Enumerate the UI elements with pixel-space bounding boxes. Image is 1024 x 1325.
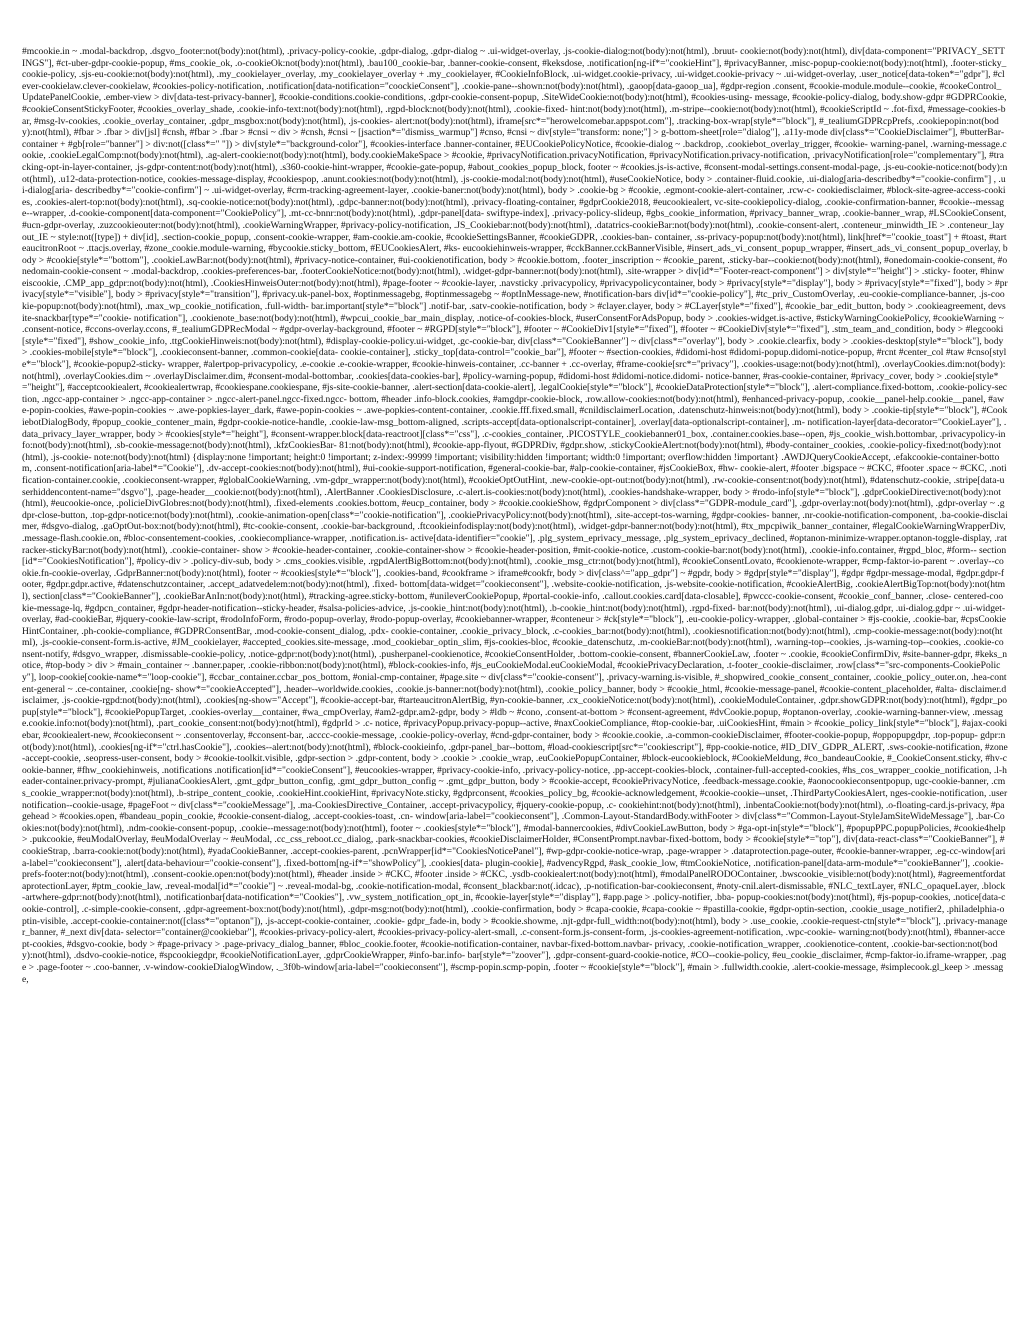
css-selector-text: #mcookie.in ~ .modal-backdrop, .dsgvo_footer:not(body):not(html), .privacy-policy-cookie, .gdpr-dialog, .gdpr-dialog ~ .ui-widget-overlay, .js-cookie-dialog:not(body):not(html), .bruut- cookie:not(body):not(html), div[data-component="PRIVACY_SETTINGS"], #ct-uber-gdpr-cookie-popup, #ms_cookie_ok, .o-cookieOk:not(body):not(html), .bau100_cookie-bar, .banner-cookie-consent, #keksdose, .notification[ng-if*="cookieHint"], #privacyBanner, .misc-popup-cookie:not(body):not(html), .footer-sticky_cookie-policy, .sjs-eu-cookie:not(body):not(html), .my_cookielayer_overlay, .my_cookielayer_overlay + .my_cookielayer, #CookieInfoBlock, .ui-widget.cookie-privacy, .ui-widget.cookie-privacy ~ .ui-widget-overlay, .user_notice[data-token*="gdpr"], #clever-cookielaw.clever-cookielaw, #cookies-policy-notification, .notification[data-notification="coockieConsent"], .cookie-pane--shown:not(body):not(html), .gaoop[data-gaoop_ua], #gdpr-region .consent, #cookie-module.module--cookie, #cookeControl_UpdatePanelCookie, .ember-view > div[data-test-privacy-banner], #cookie-conditions.cookie-conditions, .gdpr-cookie-consent-popup, .SiteWideCookie:not(body):not(html), #cookies-using- message, #cookie-policy-dialog, body.show-gdpr #GDPRCookie, #cookieConsentStickyFooter, #cookies_overlay_shade, .cookie-info-text:not(body):not(html), .rgpd-block:not(body):not(html), .cookie-fixed- hint:not(body):not(html), .m-stripe--cookie:not(body):not(html), #cookieScriptId ~ .fot-fixd, #message-cookies-bar, #msg-lv-cookies, .cookie_overlay_container, .gdpr_msgbox:not(body):not(html), .js-cookies- alert:not(body):not(html), iframe[src*="herowelcomebar.appspot.com"], .tracking-box-wrap[style*="block"], #_tealiumGDPRcpPrefs, .cookiepopin:not(body):not(html), #fbar > .fbar > div[jsl] #cnsh, #fbar > .fbar > #cnsi ~ div > #cnsh, #cnsi ~ [jsaction*="dismiss_warmup"] #cnso, #cnsi ~ div[style="transform: none;"] > g-bottom-sheet[role="dialog"], .a11y-mode div[class*="CookieDisclaimer"], #butterBar-container + #gb[role="banner"] > div:not([class*=" "]) > div[style*="background-color"], #cookies-interface .banner-container, #EUCookiePolicyNotice, #cookie-dialog ~ .backdrop, .cookiebot_overlay_trigger, #cookie- warning-panel, .warning-message.cookie, .cookieLegalComp:not(body):not(html), .ag-alert-cookie:not(body):not(html), body.cookieMakeSpace > #cookie, #privacyNotification.privacyNotification, #privacyNotification.privacy-notification, .privacyNotification[role="complementary"], #tracking-opt-in-layer-container, .js-gdpr-content:not(body):not(html), .s360-cookie-hint-wrapper, #cookie-gate-popup, #about_cookies_popup_block, footer ~ #cookies.js-is-active, #consent-modal-settings.consent-modal-page, .js-eu-cookie-notice:not(body):not(html), .u12-data-protection-notice, cookies-message-display, #cookiespop, .anunt.cookies:not(body):not(html), .js-cookie-modal:not(body):not(html), #useCookieNotice, body > .container-fluid.cookie, .ui-dialog[aria-describedby*="cookie-confirm"] , .ui-dialog[aria- describedby*="cookie-confirm"] ~ .ui-widget-overlay, #crm-tracking-agreement-layer, .cookie-baner:not(body):not(html), body > .cookie-bg > #cookie, .egmont-cookie-alert-container, .rcw-c- cookiedisclaimer, #block-site-agree-access-cookies, .cookies-alert-top:not(body):not(html), .sq-cookie-notice:not(body):not(html), .gdpc-banner:not(body):not(html), .privacy-floating-container, #gdprCookie2018, #eucookiealert, vc-site-cookiepolicy-dialog, .cookie-confirmation-banner, #cookie--message--wrapper, .d-cookie-component[data-component="CookiePolicy"], .mt-cc-bnnr:not(body):not(html), .gdpr-panel[data- swiftype-index], .privacy-policy-slideup, #gbs_cookie_information, #privacy_banner_wrap, .cookie-banner_wrap, #LSCookieConsent, #ucn-gdpr-overlay, .zuzcookieouter:not(body):not(html), .cookieWarningWrapper, #privacy-policy-notification, .JS_Cookiebar:not(body):not(html), .datatrics-cookieBar:not(body):not(html), .cookie-consent-alert, .conteneur_minwidth_IE > .conteneur_layout_IE ~ style:not([type]) + div[id], .section-cookie_popup, .consent-cookie-wrapper, #am-cookie.am-cookie, #cookieSettingsBanner, #cookieGDPR, .cookies-ban- container, .ss-privacy-popup:not(body):not(html), link[href*="cookie_toast"] + #toast, #tarteaucitronRoot ~ .ttacjs.overlay, #zone_cookie.module-warning, #bycookie.sticky_bottom, #EUCookiesAlert, #ks- eucookiehinweis-wrapper, #cckBanner.cckBannerVisible, #insert_ads_vi_consent_popup_wrapper, #insert_ads_vi_consent_popup_overlay, body > #cookie[style*="bottom"], .cookieLawBar:not(body):not(html), #privacy-notice-container, #ui-cookienotification, body > #cookie.bottom, .footer_inscription ~ #cookie_parent, .sticky-bar--cookie:not(body):not(html), #onedomain-cookie-consent, #onedomain-cookie-consent ~ .modal-backdrop, .cookies-preferences-bar, .footerCookieNotice:not(body):not(html), .widget-gdpr-banner:not(body):not(html), .site-wrapper > div[id*="Footer-react-component"] > div[style*="height"] > .sticky- footer, #hinweiscookie, .CMP_app_gdpr:not(body):not(html), .CookiesHinweisOuter:not(body):not(html), #page-footer ~ #cookie-layer, .navsticky .privacypolicy, #privacypolicycontainer, body > #privacy[style*="display"], body > #privacy[style*="fixed"], body > #privacy[style*="visible"], body > #privacy[style*="transition"], #privacy.uk-panel-box, #optinmessagebg, #optinmessagebg ~ #optInMessage-new, #notification-bars div[id*="cookie-policy"], #tc_priv_CustomOverlay, .eu-cookie-compliance-banner, .js-cookie-popup:not(body):not(html), .max_wp_cookie_notification, .full-width- bar.important[style*="block"] .notif-bar, .satv-cookie-notification, body > #clayer.clayer, body > #CLayer[style*="fixed"], #cookie_bar_edit_button, body > .cookieagreement, devsite-snackbar[type*="cookie- notification"], .cookienote_base:not(body):not(html), #wpcui_cookie_bar_main_display, .notice-of-cookies-block, #userConsentForAdsPopup, body > .cookies-widget.is-active, #stickyWarningCookiePolicy, #cookieWarning ~ .consent-notice, #ccons-overlay.ccons, #_tealiumGDPRecModal ~ #gdpr-overlay-background, #footer ~ #RGPD[style*="block"], #footer ~ #CookieDiv1[style*="fixed"], #footer ~ #CookieDiv[style*="fixed"], .stm_team_and_condition, body > #legcooki[style*="fixed"], #show_cookie_info, .ttgCookieHinweis:not(body):not(html), #display-cookie-policy.ui-widget, .gc-cookie-bar, div[class*="CookieBanner"] ~ div[class*="overlay"], body > .cookie.clearfix, body > .cookies-desktop[style*="block"], body > .cookies-mobile[style*="block"], .cookieconsent-banner, .common-cookie[data- cookie-container], .sticky_top[data-control="cookie_bar"], #footer ~ #section-cookies, #didomi-host #didomi-popup.didomi-notice-popup, #rcnt #center_col #taw #cnso[style*="block"], #cookie-popup2-sticky- wrapper, #alertpop-privacypolicy, .e-cookie .e-cookie-wrapper, #cookie-hinweis-container, .cc-banner + .cc-overlay, #frame-cookie[src*="privacy"], .cookies-usage:not(body):not(html), .overlayCookies.dim:not(body):not(html), .overlayCookies.dim ~ .overlayDisclaimer.dim, #consent-modal-bottombar, .cookies[data-cookies-bar], #policy-warning-popup, #didomi-host #didomi-notice.didomi- notice-banner, #ras-cookie-container, #privacy_cover, body > .cookie[style*="height"], #acceptcookiealert, #cookiealertwrap, #cookiespane.cookiespane, #js-site-cookie-banner, .alert-section[data-cookie-alert], .legalCookie[style*="block"], #cookieDataProtection[style*="block"], .alert-compliance.fixed-bottom, .cookie-policy-section, .ngcc-app-container > .ngcc-app-container > .ngcc-alert-panel.ngcc-fixed.ngcc- bottom, #header .info-block.cookies, #amgdpr-cookie-block, .row.allow-cookies:not(body):not(html), #enhanced-privacy-popup, .cookie__panel-help.cookie__panel, #awe-popin-cookies, #awe-popin-cookies ~ .awe-popkies-layer_dark, #awe-popin-cookies ~ .awe-popkies-content-container, .cookie.fff.fixed.small, #cnildisclaimerLocation, .datenschutz-hinweis:not(body):not(html), body > .cookie-tip[style*="block"], #CookiebotDialogBody, #popup_cookie_contener_main, #gdpr-cookie-notice-handle, .cookie-law-msg_bottom-aligned, .scripts-accept[data-optionalscript-container], .overlay[data-optionalscript-container], .m- notification-layer[data-decorator="CookieLayer"], .data_privacy_layer_wrapper, body > #cookies[style*="height"], #consent-wrapper.block[data-reactroot][class*="css"], .c-cookies_container, .PICOSTYLE_cookiebanner01_box, .container.cookies.base--open, #js_cookie_wish.bottombar, .privacypolicy-info:not(body):not(html), .sb-cookie-message:not(body):not(html), .kfzCookiesBar- 81:not(body):not(html), #cookie-app-flyout, #GDPRDiv, #gdpr.show, .stickyCookieAlert:not(body):not(html), #body-container_cookies, .cookie-policy-fixed:not(body):not(html), .js-cookie- note:not(body):not(html) {display:none !important; height:0 !important; z-index:-99999 !important; visibility:hidden !important; width:0 !important; overflow:hidden !important} .AWDJQueryCookieAccept, .efakcookie-container-bottom, .consent-notification[aria-label*="Cookie"], .dv-accept-cookies:not(body):not(html), #ui-cookie-support-notification, #general-cookie-bar, #alp-cookie-container, #jsCookieBox, #hw- cookie-alert, #footer .bigspace ~ #CKC, #footer .space ~ #CKC, .notification-container.cookie, .cookieconsent-wrapper, #globalCookieWarning, .vm-gdpr_wrapper:not(body):not(html), #cookieOptOutHint, .new-cookie-opt-out:not(body):not(html), .rw-cookie-consent:not(body):not(html), #datenschutz-cookie, .stripe[data-userhiddencontent-name="dsgvo"], .page-header__cookie:not(body):not(html), .AlertBanner .CookiesDisclosure, .c-alert.is-cookies:not(body):not(html), .cookies-handshake-wrapper, body > #rodo-info[style*="block"], .gdprCookieDirective:not(body):not(html), #eucookie-once, .policieDivGlobres:not(body):not(html), .fixed-elements .cookies.bottom, #eucp_container, body > #cookie.cookieShow, #gdprComponent > div[class*="GDPR-module_card"], .gdpr-overlay:not(body):not(html), .gdpr-overlay ~ .gdpr-close-button, .top-gdpr-notice:not(body):not(html), .cookie-animation-open[class*="cookie-notification"], .cookiePrivacyPolicy:not(body):not(html), .site-accept-tos-warning, #gdpr-cookies- banner, .nr-cookie-notification-component, .ba-cookie-disclaimer, #dsgvo-dialog, .gaOptOut-box:not(body):not(html), #tc-cookie-consent, .cookie-bar-background, .ftcookieinfodisplay:not(body):not(html), .widget-gdpr-banner:not(body):not(html), #tx_mpcpiwik_banner_container, #legalCookieWarningWrapperDiv, .message-flash.cookie.on, #bloc-consentement-cookies, .cookiecompliance-wrapper, .notification.is- active[data-identifier="cookie"], .plg_system_eprivacy_message, .plg_system_eprivacy_declined, #optanon-minimize-wrapper.optanon-toggle-display, .ratracker-stickyBar:not(body):not(html), .cookie-container- show > #cookie-header-container, .cookie-container-show > #cookie-header-position, #mit-cookie-notice, .custom-cookie-bar:not(body):not(html), .cookie-info.container, #rgpd_bloc, #form-- section[id*="CookiesNotification"], #policy-div > .policy-div-sub, body > .cms_cookies.visible, .rgpdAlertBigBottom:not(body):not(html), .cookie_msg_ctr:not(body):not(html), #cookieConsentLovato, #cookienote-wrapper, #cmp-faktor-io-parent ~ .overlay--cookie.fn-cookie-overlay, .GdprBanner:not(body):not(html), footer ~ #cookies[style*="block"], .cookies-band, #cookframe > iframe#cookfr, body > div[class^="app_gdpr"] ~ #gpdr, body > #gdpr[style*="display"], #gdpr #gdpr-message-modal, #gdpr.gdpr-footer, #gdpr.gdpr.active, #datenschutzcontainer, .accept_adatvedelem:not(body):not(html), .fixed- bottom[data-widget="cookieconsent"], .website-cookie-notification, .js-website-cookie-notification, #cookieAlertBig, .cookieAlertBigTop:not(body):not(html), section[class*="CookieBanner"], .cookieBarAnIn:not(body):not(html), #tracking-agree.sticky-bottom, #unileverCookiePopup, #portal-cookie-info, .callout.cookies.card[data-closable], #pwccc-cookie-consent, #cookie_conf_banner, .close- centered-cookie-message-lq, #gdpcn_container, #gdpr-header-notification--sticky-header, #salsa-policies-advice, .js-cookie_hint:not(body):not(html), .b-cookie_hint:not(body):not(html), .rgpd-fixed- bar:not(body):not(html), .ui-dialog.gdpr, .ui-dialog.gdpr ~ .ui-widget-overlay, #ad-cookieBar, #jquery-cookie-law-script, #rodoInfoForm, #rodo-popup-overlay, #rodo-popup-overlay, #cookiebanner-wrapper, #conteneur > #ck[style*="block"], .eu-cookie-policy-wrapper, .global-container > #js-cookie, .cookie-bar, #cpsCookieHintContainer, .ph-cookie-compliance, #GDPRConsentBar, .mod-cookie-consent_dialog, .pdx- cookie-container, .cookie_privacy_block, .c-cookies_bar:not(body):not(html), .cookiesnotification:not(body):not(html), .cmp-cookie-message:not(body):not(html), .js-cookie-consent-form.is-active, #JM_cookielayer, #accepted_cookies.site-message, .mod_cookiebar_optin_slim, #js-cookies-bloc, #cookie_datenschutz, .m-cookieBar:not(body):not(html), .warning-top--cookies, .js-warning-top--cookies, .cookie-consent-notify, #dsgvo_wrapper, .dismissable-cookie-policy, .notice-gdpr:not(body):not(html), .pusherpanel-cookienotice, #cookieConsentHolder, .bottom-cookie-consent, #bannerCookieLaw, .footer ~ .cookie, #cookieConfirmDiv, #site-banner-gdpr, #keks_notice, #top-body > div > #main_container ~ .banner.paper, .cookie-ribbon:not(body):not(html), #block-cookies-info, #js_euCookieModal.euCookieModal, #cookiePrivacyDeclaration, .t-footer_cookie-disclaimer, .row[class*="src-components-CookiePolicy"], loop-cookie[cookie-name*="loop-cookie"], #ccbar_container.ccbar_pos_bottom, #onial-cmp-container, #page.site ~ div[class*="cookie-consent"], .privacy-warning.is-visible, #_shopwired_cookie_consent_container, .cookie_policy_outer.on, .hea-content-general ~ .ce-container, .cookie[ng- show*="cookieAccepted"], .header--worldwide.cookies, .cookie.js-banner:not(body):not(html), .cookie_policy_banner, body > #cookie_html, #cookie-message-panel, #cookie-content_placeholder, #alta- disclaimer.disclaimer, .js-cookie-rgpd:not(body):not(html), .cookies[ng-show="Accept"], #cookie-accept-bar, #tarteaucitronAlertBig, #yn-cookie-banner, .cx_cookieNotice:not(body):not(html), .cookieModuleContainer, .gdpr.showGDPR:not(body):not(html), #gdpr_popup[style*="block"], #cookiePopupTarget, .cookies-overlay__container, #wa_cmpOverlay, #am2-gdpr.am2-gdpr, body > #ldb ~ #cono, .consent-at-bottom > #consent-agreement, #dvCookie.popup, #optanon-overlay, .cookie-warning-banner-view, .message.cookie.info:not(body):not(html), .part_cookie_consent:not(body):not(html), #gdprId > .c- notice, #privacyPopup.privacy-popup--active, #naxCookieCompliance, #top-cookie-bar, .uiCookiesHint, #main > #cookie_policy_link[style*="block"], #ajax-cookiebar, #cookiealert-new, #cookieconsent ~ .consentoverlay, #cconsent-bar, .acccc-cookie-message, .cookie-policy-overlay, #cnd-gdpr-container, body > #cookie.cookie, .a-common-cookieDisclaimer, #footer-cookie-popup, #oppopupgdpr, .top-popup- gdpr:not(body):not(html), .cookies[ng-if*="ctrl.hasCookie"], .cookies--alert:not(body):not(html), #block-cookieinfo, .gdpr-panel_bar--bottom, #load-cookiescript[src*="cookiescript"], #pp-cookie-notice, #ID_DIV_GDPR_ALERT, .sws-cookie-notification, #zone-accept-cookie, .seopress-user-consent, body > #cookie-toolkit.visible, .gdpr-section > .gdpr-content, body > .cookie > .cookie_wrap, .euCookiePopupContainer, #block-eucookieblock, #CookieMeldung, #co_bandeauCookie, #_CookieConsent.sticky, #hv-cookie-banner, #fhw_cookiehinweis, .notifications .notification[id*="cookieConsent"], #eucookies-wrapper, #privacy-cookie-info, .privacy-policy-notice, .pp-accept-cookies-block, .container-full-accepted-cookies, #hs_cos_wrapper_cookie_notification, .l-header-container.privacy-prompt, #julianaCookiesAlert, .gmt_gdpr_button_config, .gmt_gdpr_button_config ~ .gmt_gdpr_button, body > #cookie-accept, #cookiePrivacyNotice, .feedback-message.cookie, #aonocookieconsentpopup, ugc-cookie-banner, .cms_cookie_wrapper:not(body):not(html), .b-stripe_content_cookie, .cookieHint.cookieHint, #privacyNote.sticky, #gdprconsent, #cookies_policy_bg, #cookie-acknowledgement, #cookie-cookie--unset, .ThirdPartyCookiesAlert, nges-cookie-notification, .usernotification--cookie-usage, #pageFoot ~ div[class*="cookieMessage"], .ma-CookiesDirective_Container, .accept-privacypolicy, #jquery-cookie-popup, .c- cookiehint:not(body):not(html), .inbentaCookie:not(body):not(html), .o-floating-card.js-privacy, #pagehead > #cookies.open, #bandeau_popin_cookie, #cookie-consent-dialog, .accept-cookies-toast, .cn- window[aria-label="cookieconsent"], .Common-Layout-StandardBody.withFooter > div[class*="Common-Layout-StyleJamSiteWideMessage"], .bar-Cookies:not(body):not(html), .ndm-cookie-consent-popup, .cookie--message:not(body):not(html), footer ~ .cookies[style*="block"], #modal-bannercookies, #divCookieLawButton, body > #ga-opt-in[style*="block"], #popupPPC.popupPolicies, #cookie4help > .pukcookie, #euModalOverlay, #euModalOverlay ~ #euModal, .cc_css_reboot.cc_dialog, .park-snackbar-cookies, #cookieDisclaimerHolder, #ConsentPrompt.navbar-fixed-bottom, body > #cookie[style*="top"], div[data-react-class*="CookieBanner"], #cookieStrap, .barra-cookie:not(body):not(html), #yadaCookieBanner, .accept-cookies-parent, .pcnWrapper[id*="CookiesNoticePanel"], #wp-gdpr-cookie-notice-wrap, .page-wrapper > .dataprotection.page-outer, #cookie-banner-wrapper, .eg-cc-window[aria-label="cookieconsent"], .alert[data-behaviour="cookie-consent"], .fixed-bottom[ng-if*="showPolicy"], .cookies[data- plugin-cookie], #advencyRgpd, #ask_cookie_low, #tmCookieNotice, .notification-panel[data-arm-module*="cookieBanner"], .cookie-prefs-footer:not(body):not(html), .consent-cookie.open:not(body):not(html), #header .inside > #CKC, #footer .inside > #CKC, .ysdb-cookiealert:not(body):not(html), #modalPanelRODOContainer, .bwscookie_visible:not(body):not(html), #agreementfordataprotectionLayer, #ptm_cookie_law, .reveal-modal[id*="cookie"] ~ .reveal-modal-bg, .cookie-notification-modal, #consent_blackbar:not(.idcac), .p-notification-bar-cookieconsent, #noty-cnil.alert-dismissable, #NLC_textLayer, #NLC_opaqueLayer, .block-artwhere-gdpr:not(body):not(html), .notificationbar[data-notification*="Cookies"], .vw_system_notification_opt_in, #cookie-layer[style*="display"], #app.page > .policy-notifier, .bba- popup-cookies:not(body):not(html), #js-popup-cookies, .notice[data-cookie-control], .c-simple-cookie-consent, .gdpr-agreement-box:not(body):not(html), .gdpr-msg:not(body):not(html), .cookie-confirmation, body > #capa-cookie, #capa-cookie ~ #pastilla-cookie, #gdpr-optin-section, .cookie_usage_notifier2, .philadelphia-optin-visible, .accept-cookie-container:not([class*="optanon"]), .js-accept-cookie-container, .cookie- gdpr_fade-in, body > #cookie.showme, .njt-gdpr-full_width:not(body):not(html), body > .use_cookie, .cookie-request-ctn[style*="block"], .privacy-manager_banner, #_next div[data- selector="container@cookiebar"], #cookies-privacy-policy-alert, #cookies-privacy-policy-alert-small, .c-consent-form.js-consent-form, .js-cookies-agreement-notification, .wpc-cookie- warning:not(body):not(html), #banner-accept-cookies, #dsgvo-cookie, body > #page-privacy > .page-privacy_dialog_banner, #bloc_cookie.footer, #cookie-notification-container, navbar-fixed-bottom.navbar- privacy, .cookie-notification_wrapper, .cookienotice-content, .cookie-bar-section:not(body):not(html), .dsdvo-cookie-notice, #spcookiegdpr, #cookieNotificationLayer, .gdprCookieWrapper, #info-bar.info- bar[style*="zoover"], .gdpr-consent-guard-cookie-notice, #CO--cookie-policy, #eu_cookie_disclaimer, #cmp-faktor-io.iframe-wrapper, .page > .page-footer ~ .coo-banner, .v-window-cookieDialogWindow, ._3f0b-window[aria-label="cookieconsent"], #scmp-popin.scmp-popin, .footer ~ #cookie[style*="block"], #main > .fullwidth.cookie, .alert-cookie-message, #simplecook.gl_keep > .message, <box>22 46 1008 985</box>
document-page <box>22 46 1008 1308</box>
